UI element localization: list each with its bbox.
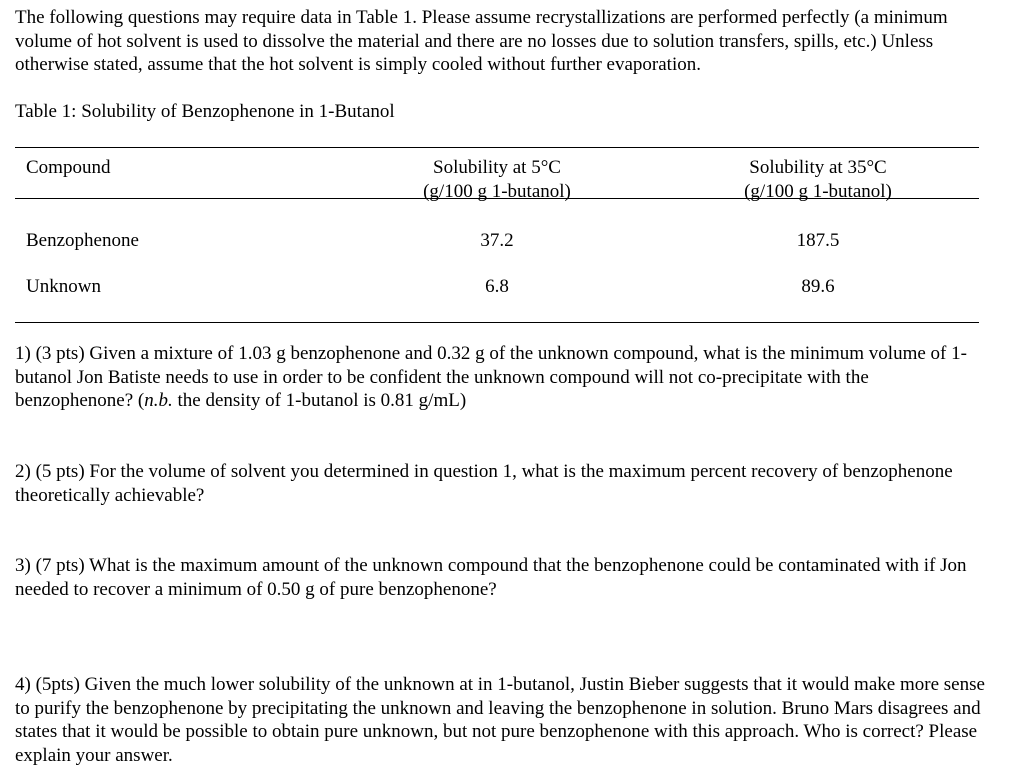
header-divider xyxy=(15,198,979,199)
header-solubility-5c xyxy=(397,156,597,203)
solubility-table xyxy=(15,147,979,323)
document-page xyxy=(15,6,985,766)
header-solubility-5c-line1: Solubility at 5°C xyxy=(433,157,561,178)
header-solubility-35c xyxy=(718,156,918,203)
intro-paragraph: The following questions may require data in Table 1. Please assume recrystallizations are performed perfectly (a minimum volume of hot solvent is used to dissolve the material and there are no losses due to solution transfers, spills, etc.) Unless otherwise stated, assume that the hot solvent is simply cooled without further evaporation. xyxy=(15,7,948,75)
row-benzophenone-sol5: 37.2 xyxy=(480,230,514,251)
question-1-text-a: 1) (3 pts) Given a mixture of 1.03 g benzophenone and 0.32 g of the unknown compound, what is the minimum volume of 1-butanol Jon Batiste needs to use in order to be confident the unknown compound will not co-precipitate with the benzophenone? ( xyxy=(15,343,967,411)
header-solubility-35c-line2: (g/100 g 1-butanol) xyxy=(744,180,892,202)
table-caption: Table 1: Solubility of Benzophenone in 1-Butanol xyxy=(15,101,395,122)
question-1 xyxy=(15,342,985,413)
header-solubility-5c-line2: (g/100 g 1-butanol) xyxy=(423,180,571,202)
question-1-text-b: the density of 1-butanol is 0.81 g/mL) xyxy=(172,390,467,411)
row-unknown-compound: Unknown xyxy=(26,276,101,297)
row-benzophenone-sol35: 187.5 xyxy=(796,230,840,251)
row-benzophenone-compound: Benzophenone xyxy=(26,230,139,251)
question-4: 4) (5pts) Given the much lower solubility of the unknown at in 1-butanol, Justin Bieber suggests that it would make more sense to purify the benzophenone by precipitating the unknown and leaving the benzophenone in solution. Bruno Mars disagrees and states that it would be possible to obtain pure unknown, but not pure benzophenone with this approach. Who is correct? Please explain your answer. xyxy=(15,674,985,766)
header-compound: Compound xyxy=(26,157,111,178)
question-1-nb: n.b. xyxy=(144,390,173,411)
row-unknown-sol35: 89.6 xyxy=(801,276,835,297)
question-3: 3) (7 pts) What is the maximum amount of the unknown compound that the benzophenone could be contaminated with if Jon needed to recover a minimum of 0.50 g of pure benzophenone? xyxy=(15,555,967,600)
question-2: 2) (5 pts) For the volume of solvent you determined in question 1, what is the maximum percent recovery of benzophenone theoretically achievable? xyxy=(15,461,953,506)
row-unknown-sol5: 6.8 xyxy=(485,276,509,297)
header-solubility-35c-line1: Solubility at 35°C xyxy=(749,157,887,178)
